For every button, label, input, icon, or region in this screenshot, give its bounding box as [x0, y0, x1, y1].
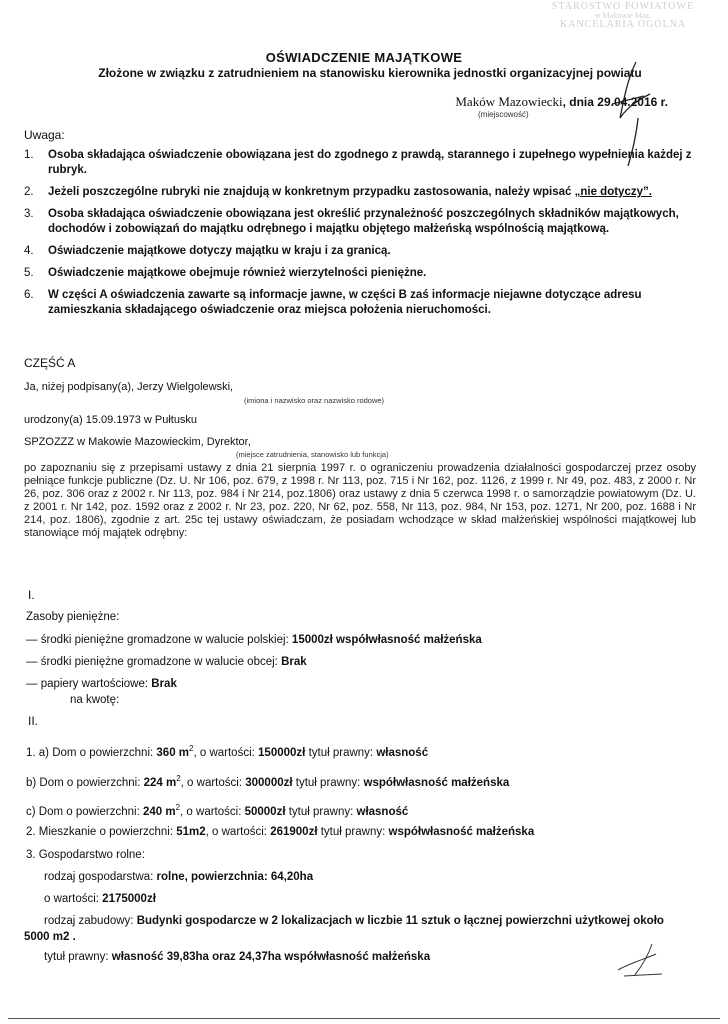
- item-number: 5.: [24, 267, 34, 279]
- value-label: , o wartości:: [180, 805, 242, 818]
- value-label: , o wartości:: [205, 826, 267, 838]
- house-c-line: [26, 803, 408, 818]
- cash-heading: Zasoby pieniężne:: [26, 611, 120, 623]
- office-stamp: [548, 2, 698, 29]
- initials-mark: [612, 940, 672, 980]
- title-label: tytuł prawny:: [308, 746, 374, 759]
- value-label: , o wartości:: [180, 776, 243, 789]
- sup-2: 2: [175, 803, 181, 812]
- title-label: tytuł prawny:: [44, 951, 109, 963]
- farm-title-value: własność 39,83ha oraz 24,37ha współwłasność małżeńska: [111, 951, 431, 963]
- flat-line: [26, 826, 534, 838]
- securities-amount-label: na kwotę:: [70, 694, 120, 706]
- item-number: 1.: [24, 149, 34, 161]
- value-label: , o wartości:: [193, 746, 255, 759]
- item-number: 4.: [24, 245, 34, 257]
- workplace-hint: (miejsce zatrudnienia, stanowisko lub funkcja): [236, 450, 389, 459]
- house-b-line: [26, 774, 509, 789]
- title-label: tytuł prawny:: [295, 776, 361, 789]
- place: Maków Mazowiecki: [455, 94, 563, 109]
- stamp-line: KANCELARIA OGÓLNA: [559, 19, 687, 30]
- farm-kind-line: [44, 871, 313, 883]
- section-ii-number: II.: [28, 714, 39, 728]
- notes-list: [24, 148, 694, 325]
- workplace-line: SPZOZZZ w Makowie Mazowieckim, Dyrektor,: [24, 436, 251, 448]
- farm-value: 2175000zł: [102, 893, 156, 905]
- item-text: W części A oświadczenia zawarte są informacje jawne, w części B zaś informacje niejawne dotyczące adresu zamieszkania składającego oświadczenie oraz miejsca położenia nieruchomości.: [48, 289, 642, 316]
- securities-label: — papiery wartościowe:: [26, 678, 149, 690]
- section-i-number: I.: [28, 588, 35, 602]
- house-c-area: 240 m: [142, 805, 176, 818]
- notes-heading: Uwaga:: [24, 128, 65, 142]
- document-subtitle: Złożone w związku z zatrudnieniem na stanowisku kierownika jednostki organizacyjnej powiatu: [98, 66, 642, 80]
- farm-buildings-area: 5000 m2 .: [24, 931, 76, 943]
- farm-buildings-value: Budynki gospodarcze w 2 lokalizacjach w liczbie 11 sztuk o łącznej powierzchni użytkowej około: [136, 915, 664, 927]
- flat-title: współwłasność małżeńska: [388, 826, 535, 838]
- item-number: 2.: [24, 186, 34, 198]
- farm-value-label: o wartości:: [44, 893, 99, 905]
- farm-kind-value: rolne, powierzchnia: 64,20ha: [156, 871, 314, 883]
- item-text: Oświadczenie majątkowe dotyczy majątku w kraju i za granicą.: [48, 245, 391, 257]
- place-hint: (miejscowość): [478, 110, 529, 119]
- item-text: Osoba składająca oświadczenie obowiązana jest do zgodnego z prawdą, starannego i zupełnego wypełnienia każdej z rubryk.: [48, 149, 692, 176]
- pln-label: — środki pieniężne gromadzone w walucie polskiej:: [26, 634, 289, 646]
- house-a-label: 1. a) Dom o powierzchni:: [26, 746, 154, 759]
- pln-savings-line: [26, 634, 482, 646]
- item-number: 3.: [24, 208, 34, 220]
- foreign-savings-line: [26, 656, 307, 668]
- declarant-hint: (imiona i nazwisko oraz nazwisko rodowe): [244, 396, 385, 405]
- house-c-value: 50000zł: [244, 805, 286, 818]
- sup-2: 2: [189, 744, 194, 753]
- farm-buildings-label: rodzaj zabudowy:: [44, 915, 134, 927]
- house-a-title: własność: [376, 746, 429, 759]
- declarant-line: Ja, niżej podpisany(a), Jerzy Wielgolewski,: [24, 381, 234, 393]
- item-number: 6.: [24, 289, 34, 301]
- item-text: Jeżeli poszczególne rubryki nie znajdują w konkretnym przypadku zastosowania, należy wpisać: [48, 186, 575, 198]
- list-item: [24, 266, 694, 281]
- document-title: OŚWIADCZENIE MAJĄTKOWE: [265, 50, 463, 65]
- house-a-area: 360 m: [156, 746, 190, 759]
- stamp-line: w Makowie Maz.: [594, 11, 652, 20]
- list-item: [24, 244, 694, 259]
- list-item: [24, 185, 694, 200]
- house-b-title: współwłasność małżeńska: [363, 776, 510, 789]
- farm-title-line: [44, 951, 430, 963]
- house-a-value: 150000zł: [258, 746, 306, 759]
- page-bottom-rule: [8, 1018, 720, 1019]
- farm-kind-label: rodzaj gospodarstwa:: [44, 871, 154, 883]
- flat-value: 261900zł: [270, 826, 318, 838]
- not-applicable-phrase: „nie dotyczy”.: [574, 186, 652, 198]
- item-text: Oświadczenie majątkowe obejmuje również wierzytelności pieniężne.: [48, 267, 427, 279]
- title-label: tytuł prawny:: [288, 805, 354, 818]
- sup-2: 2: [176, 774, 181, 783]
- farm-heading: 3. Gospodarstwo rolne:: [26, 849, 145, 861]
- list-item: [24, 207, 694, 237]
- farm-buildings-line: [44, 915, 664, 927]
- flat-area: 51m2: [176, 826, 206, 838]
- title-label: tytuł prawny:: [320, 826, 386, 838]
- house-c-title: własność: [356, 805, 409, 818]
- date: , dnia 29.04.2016 r.: [562, 95, 668, 109]
- house-a-line: [26, 744, 428, 759]
- flat-label: 2. Mieszkanie o powierzchni:: [26, 826, 174, 838]
- list-item: [24, 288, 694, 318]
- house-b-label: b) Dom o powierzchni:: [26, 776, 141, 789]
- pln-value: 15000zł współwłasność małżeńska: [291, 634, 482, 646]
- foreign-label: — środki pieniężne gromadzone w walucie obcej:: [26, 656, 278, 668]
- item-text: Osoba składająca oświadczenie obowiązana jest określić przynależność poszczególnych składników majątkowych, dochodów i zobowiązań do majątku odrębnego i majątku objętego małżeńską wspólnością majątkową.: [48, 208, 679, 235]
- house-b-area: 224 m: [143, 776, 177, 789]
- part-a-heading: CZĘŚĆ A: [24, 356, 76, 370]
- farm-buildings-continued: [24, 931, 76, 943]
- foreign-value: Brak: [281, 656, 307, 668]
- legal-paragraph: po zapoznaniu się z przepisami ustawy z dnia 21 sierpnia 1997 r. o ograniczeniu prowadzenia działalności gospodarczej przez osoby pełniące funkcje publiczne (Dz. U. Nr 106, poz. 679, z 1998 r. Nr 113, poz. 715 i Nr 162, poz. 1126, z 1999 r. Nr 49, poz. 483, z 2000 r. Nr 26, poz. 306 oraz z 2002 r. Nr 113, poz. 984 i Nr 214, poz.1806) oraz ustawy z dnia 5 czerwca 1998 r. o samorządzie powiatowym (Dz. U. z 2001 r. Nr 142, poz. 1592 oraz z 2002 r. Nr 23, poz. 220, Nr 62, poz. 558, Nr 113, poz. 984, Nr 153, poz. 1271, Nr 200, poz. 1688 i Nr 214, poz. 1806), zgodnie z art. 25c tej ustawy oświadczam, że posiadam wchodzące w skład małżeńskiej wspólności majątkowej lub stanowiące mój majątek odrębny:: [24, 462, 696, 539]
- stamp-line: STAROSTWO POWIATOWE: [551, 1, 695, 12]
- house-c-label: c) Dom o powierzchni:: [26, 805, 140, 818]
- list-item: [24, 148, 694, 178]
- securities-value: Brak: [151, 678, 177, 690]
- farm-value-line: [44, 893, 156, 905]
- securities-line: [26, 678, 177, 690]
- house-b-value: 300000zł: [245, 776, 293, 789]
- birth-line: urodzony(a) 15.09.1973 w Pułtusku: [24, 414, 198, 426]
